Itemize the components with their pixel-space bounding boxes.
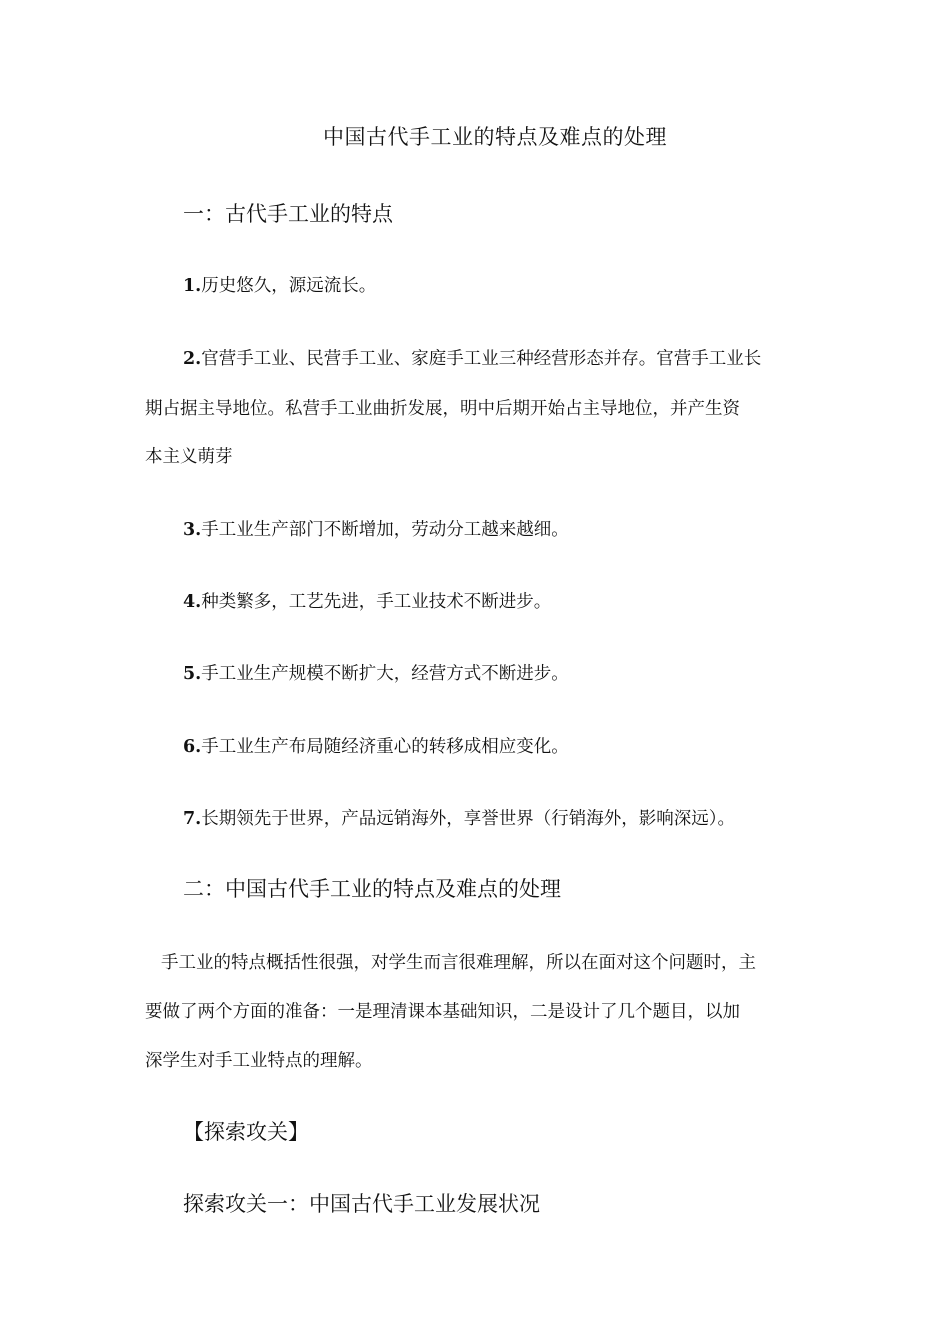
item-text: 手工业生产布局随经济重心的转移成相应变化。 xyxy=(201,737,569,757)
section1-heading: 一：古代手工业的特点 xyxy=(183,202,393,226)
list-item xyxy=(183,588,551,613)
explore-subheading: 探索攻关一：中国古代手工业发展状况 xyxy=(183,1192,540,1216)
list-item xyxy=(183,660,569,685)
list-item xyxy=(183,272,376,297)
item-number: 7. xyxy=(183,809,202,829)
section2-heading: 二：中国古代手工业的特点及难点的处理 xyxy=(183,877,561,901)
document-title: 中国古代手工业的特点及难点的处理 xyxy=(323,125,667,149)
item-number: 4. xyxy=(183,592,202,612)
item-text: 手工业生产规模不断扩大，经营方式不断进步。 xyxy=(201,664,569,684)
list-item xyxy=(183,516,569,541)
explore-label: 【探索攻关】 xyxy=(183,1120,309,1144)
paragraph-line: 手工业的特点概括性很强，对学生而言很难理解，所以在面对这个问题时，主 xyxy=(161,953,756,973)
paragraph-line: 要做了两个方面的准备：一是理清课本基础知识，二是设计了几个题目，以加 xyxy=(145,1002,740,1022)
list-item xyxy=(183,345,761,370)
paragraph-line: 深学生对手工业特点的理解。 xyxy=(145,1051,373,1071)
list-item xyxy=(183,733,569,758)
item-text: 长期领先于世界，产品远销海外，享誉世界（行销海外，影响深远）。 xyxy=(201,809,736,829)
item-text: 手工业生产部门不断增加，劳动分工越来越细。 xyxy=(201,520,569,540)
list-item xyxy=(183,805,735,830)
item-text: 种类繁多，工艺先进，手工业技术不断进步。 xyxy=(201,592,552,612)
item-text-continuation: 本主义萌芽 xyxy=(145,447,233,467)
item-number: 5. xyxy=(183,664,202,684)
item-number: 3. xyxy=(183,520,202,540)
item-number: 2. xyxy=(183,349,202,369)
item-number: 1. xyxy=(183,276,202,296)
item-text-continuation: 期占据主导地位。私营手工业曲折发展，明中后期开始占主导地位，并产生资 xyxy=(145,399,740,419)
item-text: 历史悠久，源远流长。 xyxy=(201,276,377,296)
item-number: 6. xyxy=(183,737,202,757)
item-text: 官营手工业、民营手工业、家庭手工业三种经营形态并存。官营手工业长 xyxy=(201,349,762,369)
